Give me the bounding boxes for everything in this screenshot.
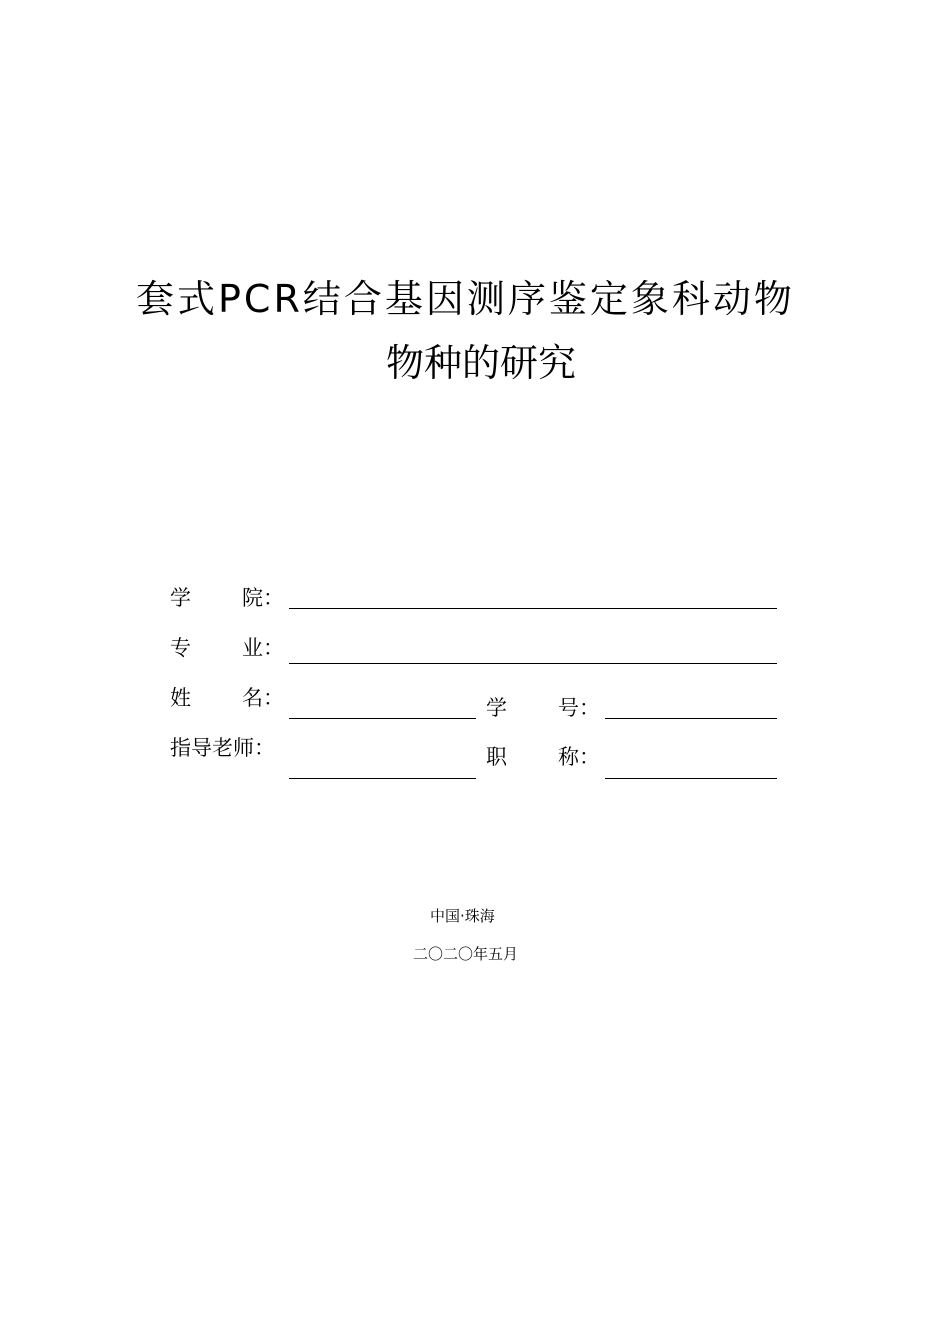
student-id-field-line[interactable] xyxy=(605,718,777,719)
major-field-line[interactable] xyxy=(289,663,777,664)
major-label-char1: 专 xyxy=(170,636,191,660)
job-title-field-line[interactable] xyxy=(605,778,777,779)
location: 中国·珠海 xyxy=(430,907,495,925)
student-id-label-char1: 学 xyxy=(486,696,507,720)
name-label-char1: 姓 xyxy=(170,686,191,710)
job-title-label-char1: 职 xyxy=(486,745,507,769)
title-line-1: 套式PCR结合基因测序鉴定象科动物 xyxy=(136,277,795,321)
advisor-field-line[interactable] xyxy=(289,778,476,779)
name-label-char2: 名： xyxy=(242,686,284,710)
title-line-2: 物种的研究 xyxy=(386,341,577,385)
advisor-label: 指导老师： xyxy=(170,736,275,760)
college-field-line[interactable] xyxy=(289,608,777,609)
date: 二〇二〇年五月 xyxy=(413,945,519,963)
job-title-label-char2: 称： xyxy=(558,745,600,769)
name-field-line[interactable] xyxy=(289,718,476,719)
major-label-char2: 业： xyxy=(242,636,284,660)
college-label-char1: 学 xyxy=(170,586,191,610)
student-id-label-char2: 号： xyxy=(558,696,600,720)
college-label-char2: 院： xyxy=(242,586,284,610)
